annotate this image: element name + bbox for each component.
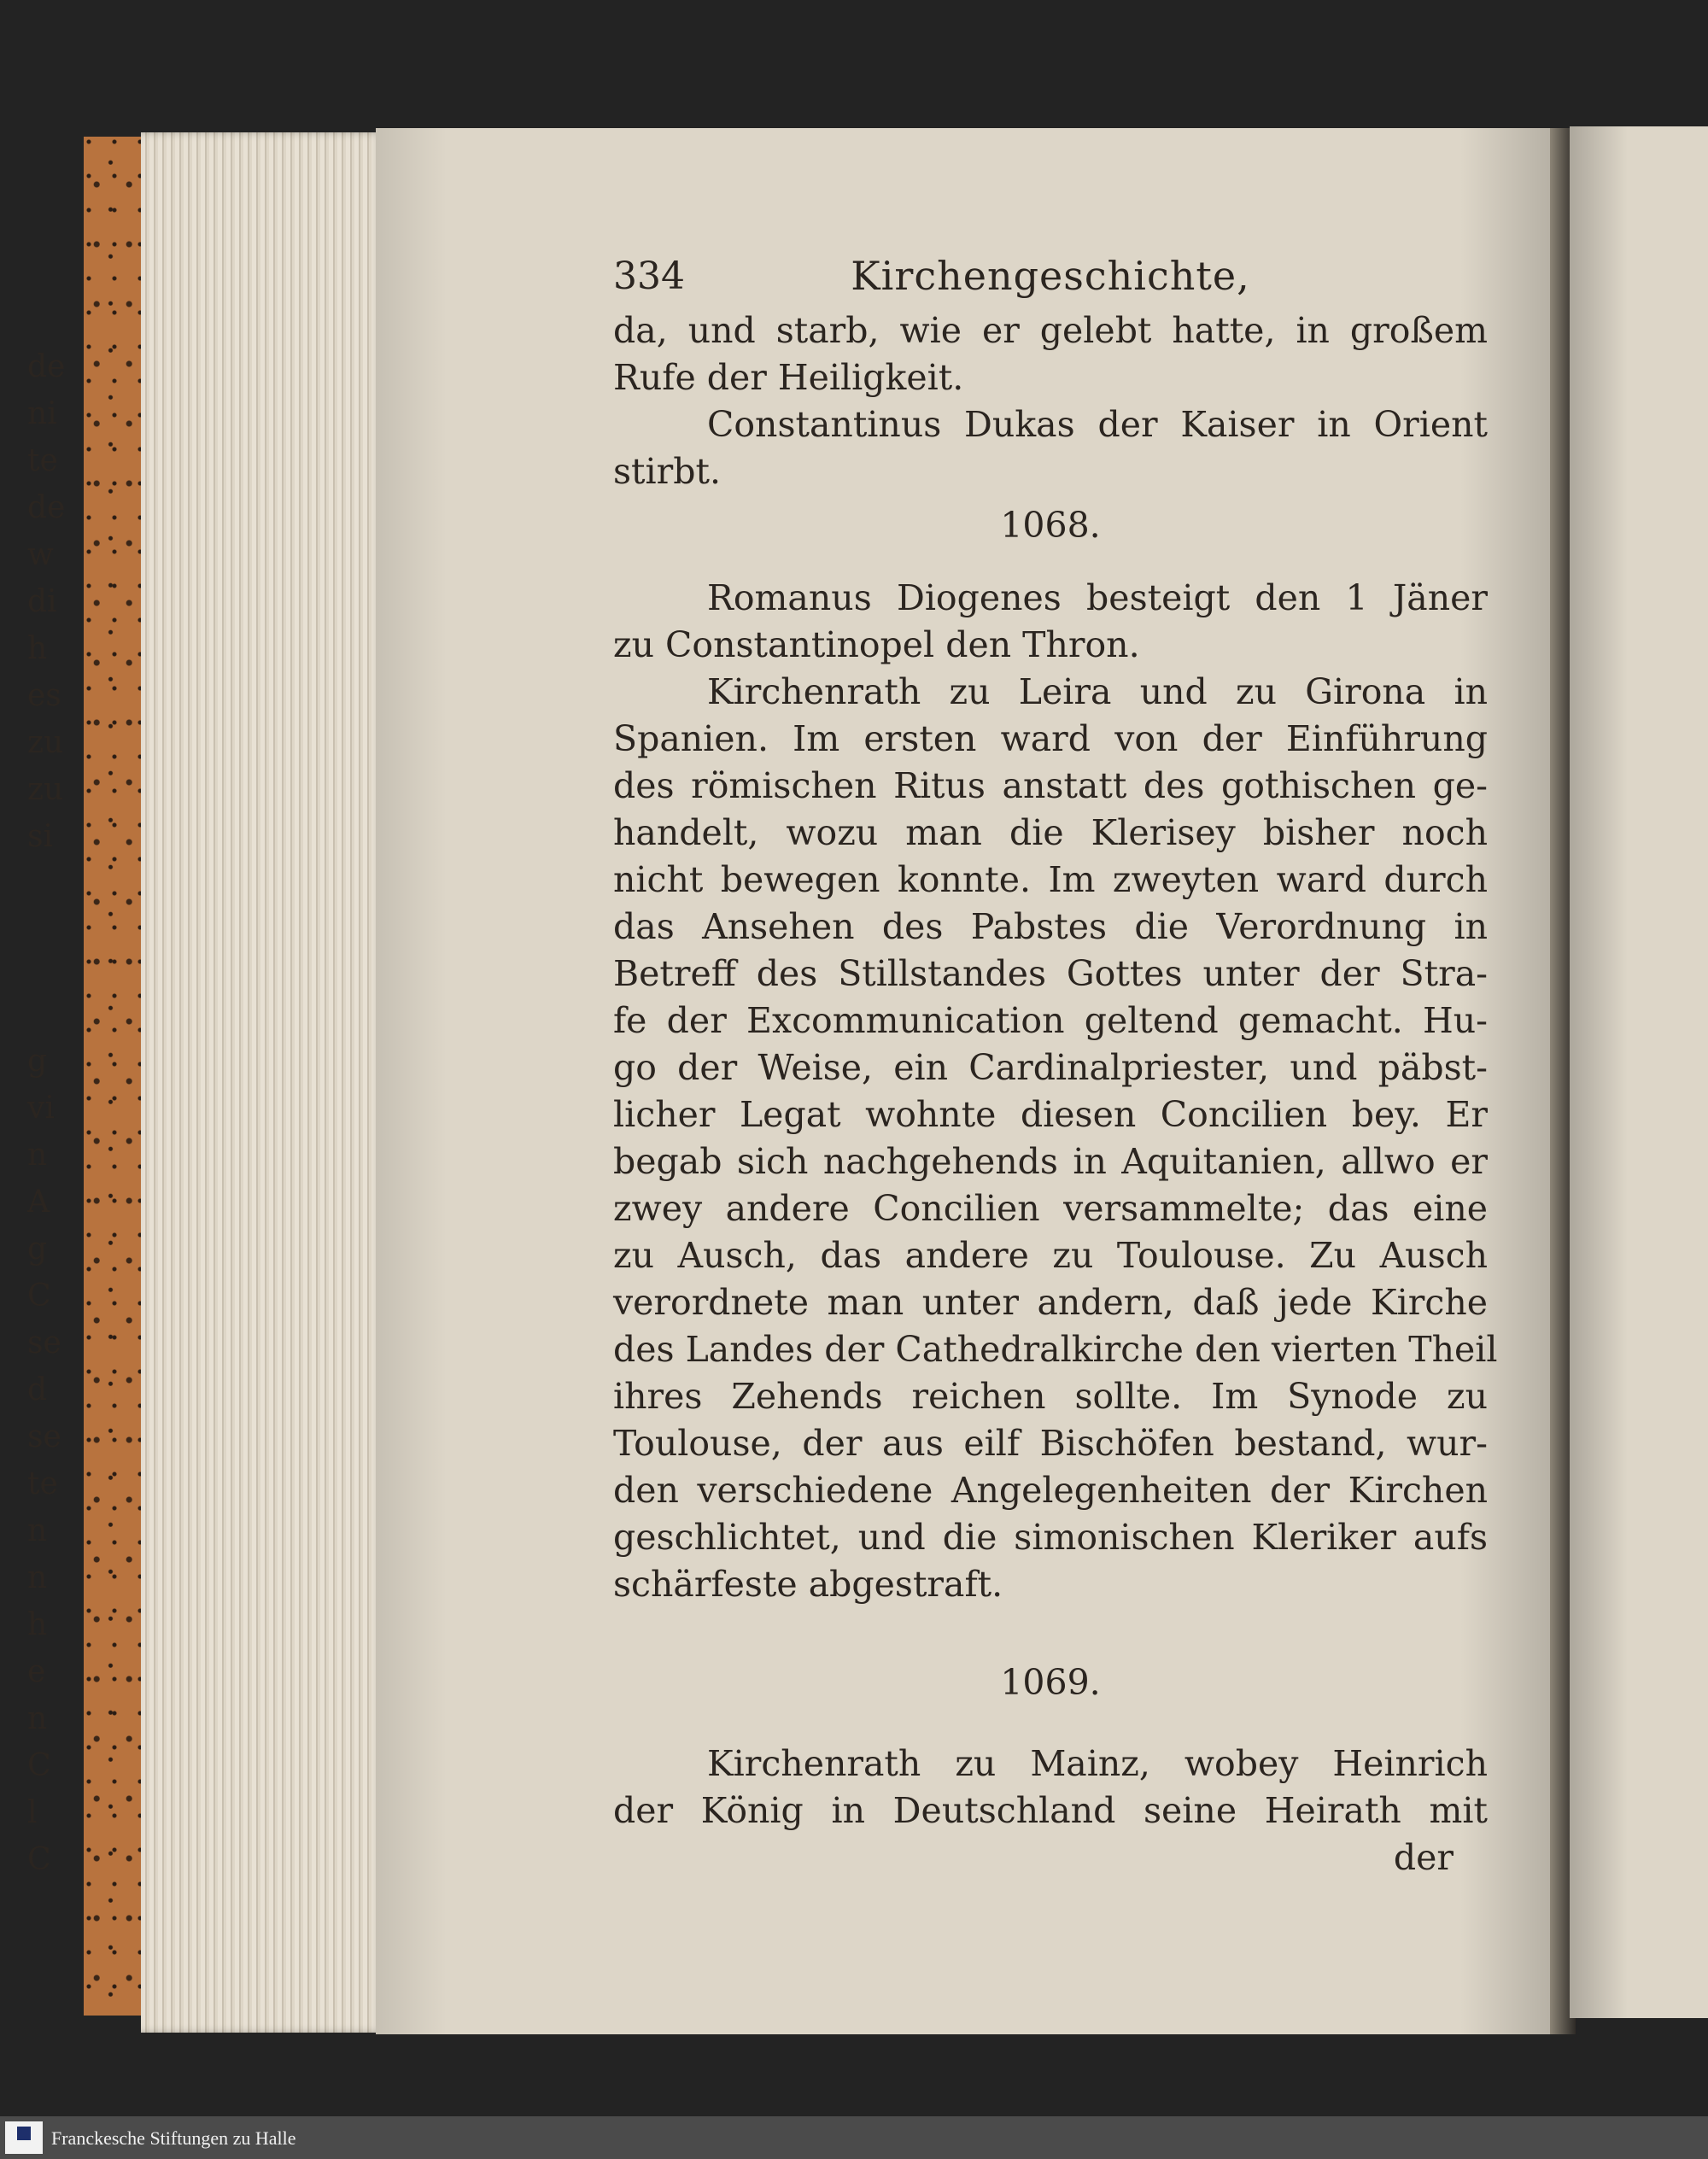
text-fragment: n [27,1513,48,1548]
text-line: zu Constantinopel den Thron. [613,624,1140,665]
text-line: des Landes der Cathedralkirche den vierten Theil [613,1329,1498,1370]
text-line: begab sich nachgehends in Aquitanien, allwo er [613,1141,1488,1182]
text-line: licher Legat wohnte diesen Concilien bey. Er [613,1094,1488,1135]
text-line: geschlichtet, und die simonischen Kleriker aufs [613,1517,1488,1558]
year-heading-1068: 1068. [1000,505,1101,546]
text-fragment: h [27,631,48,666]
text-line: fe der Excommunication geltend gemacht. Hu- [613,1000,1488,1041]
year-heading-1069: 1069. [1000,1662,1101,1703]
text-line: handelt, wozu man die Klerisey bisher noch [613,812,1488,853]
text-fragment: es [27,678,61,713]
text-fragment: si [27,819,53,854]
page-header [613,253,1488,307]
text-fragment: e [27,1654,46,1689]
text-fragment: C [27,1748,51,1783]
text-line: zwey andere Concilien versammelte; das eine [613,1188,1488,1229]
text-line: das Ansehen des Pabstes die Verordnung in [613,906,1488,947]
text-line: go der Weise, ein Cardinalpriester, und päbst- [613,1047,1488,1088]
text-line: den verschiedene Angelegenheiten der Kirchen [613,1470,1488,1511]
right-page-edge [1570,126,1708,2018]
text-line: Toulouse, der aus eilf Bischöfen bestand, wur- [613,1423,1488,1464]
text-line: Spanien. Im ersten ward von der Einführung [613,718,1488,759]
page-stack [141,132,384,2033]
text-line: zu Ausch, das andere zu Toulouse. Zu Ausch [613,1235,1488,1276]
text-line: nicht bewegen konnte. Im zweyten ward durch [613,859,1488,900]
text-fragment: zu [27,772,64,807]
text-line: Romanus Diogenes besteigt den 1 Jäner [707,577,1488,618]
text-fragment: se [27,1419,61,1454]
text-line: da, und starb, wie er gelebt hatte, in großem [613,310,1488,351]
text-fragment: vi [27,1091,55,1126]
text-fragment: C [27,1842,51,1877]
text-line: der König in Deutschland seine Heirath mit [613,1790,1488,1831]
text-line: Betreff des Stillstandes Gottes unter der Stra- [613,953,1488,994]
text-line: ihres Zehends reichen sollte. Im Synode zu [613,1376,1488,1417]
catchword: der [1393,1837,1454,1878]
text-line: Kirchenrath zu Mainz, wobey Heinrich [707,1743,1488,1784]
text-fragment: n [27,1138,48,1173]
text-fragment: se [27,1325,61,1360]
text-fragment: g [27,1232,48,1267]
text-line: des römischen Ritus anstatt des gothischen ge- [613,765,1488,806]
institution-logo-icon [5,2121,43,2154]
text-fragment: n [27,1701,48,1736]
text-line: Rufe der Heiligkeit. [613,357,964,398]
text-line: schärfeste abgestraft. [613,1564,1003,1605]
text-fragment: ni [27,396,57,431]
text-fragment: de [27,349,66,384]
text-line: stirbt. [613,451,721,492]
running-head: Kirchengeschichte, [851,253,1250,299]
text-line: Constantinus Dukas der Kaiser in Orient [707,404,1488,445]
page-number: 334 [613,255,685,298]
page-text [613,253,1498,1881]
text-fragment: te [27,1466,58,1501]
institution-name: Franckesche Stiftungen zu Halle [51,2127,296,2149]
text-fragment: h [27,1607,48,1642]
text-fragment: w [27,537,54,572]
text-fragment: C [27,1278,51,1314]
right-page-fragments-lower [27,1038,61,1883]
text-line: verordnete man unter andern, daß jede Kirche [613,1282,1488,1323]
text-fragment: g [27,1044,48,1079]
text-fragment: di [27,584,57,619]
text-fragment: de [27,490,66,525]
footer-bar [0,2116,1708,2159]
text-fragment: A [27,1185,50,1220]
text-fragment: zu [27,725,64,760]
right-page-fragments-upper [27,343,65,860]
text-fragment: n [27,1560,48,1595]
text-line: Kirchenrath zu Leira und zu Girona in [707,671,1488,712]
text-fragment: te [27,443,58,478]
text-fragment: l [27,1795,38,1830]
text-fragment: d [27,1372,48,1407]
